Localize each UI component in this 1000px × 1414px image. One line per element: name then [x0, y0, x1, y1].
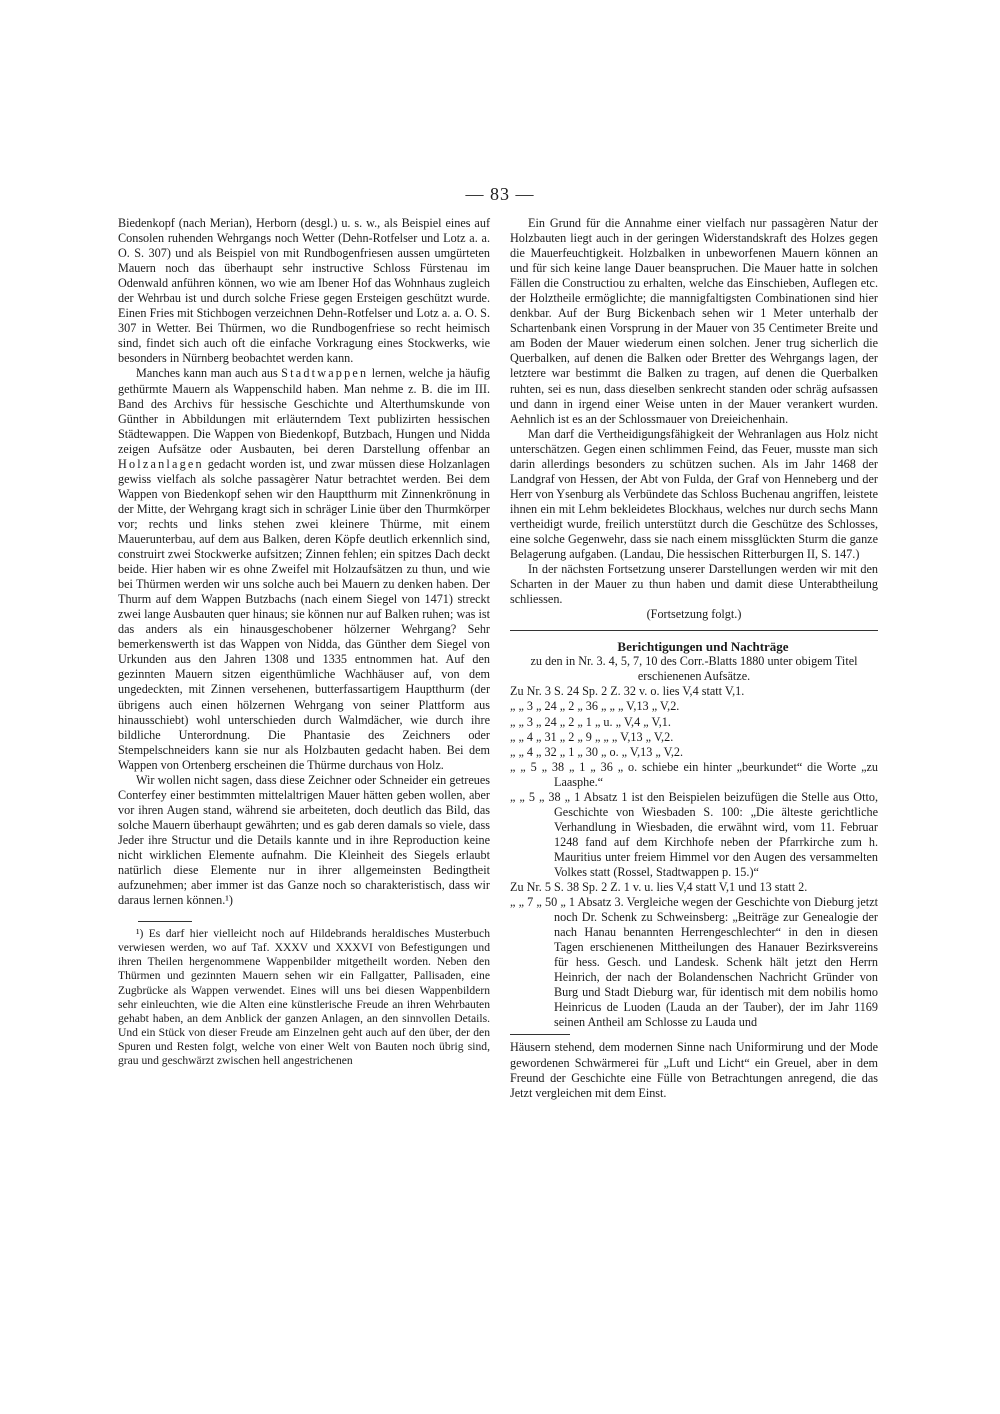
correction-entry: „ „ 7 „ 50 „ 1 Absatz 3. Vergleiche wegen der Geschichte von Dieburg jetzt noch Dr. Schenk zu Schweinsberg: „Beiträge zur Genealogie der nach Hanau benannten Herrengeschlechter“ in den in diesen Tagen erschienenen Mittheilungen des Hanauer Bezirksvereins für hess. Gesch. und Landesk. Schenk hält jetzt den Herrn Heinrich, der nach der Bolandenschen Nachricht Gründer von Burg und Stadt Dieburg war, für identisch mit dem nobilis homo Heinricus de Luoden (Lauda an der Tauber), der im Jahr 1169 seinen Antheil am Schlosse zu Lauda und	[510, 895, 878, 1030]
correction-entry: „ „ 4 „ 32 „ 1 „ 30 „ o. „ V,13 „ V,2.	[510, 744, 684, 759]
correction-entry: Zu Nr. 3 S. 24 Sp. 2 Z. 32 v. o. lies V,4 statt V,1.	[510, 684, 745, 699]
correction-entry: „ „ 5 „ 38 „ 1 „ 36 „ o. schiebe ein hinter „beurkundet“ die Worte „zu Laasphe.“	[510, 759, 878, 789]
footnote-divider	[510, 1034, 570, 1035]
spaced-term-stadtwappen: Stadtwappen	[281, 366, 369, 381]
correction-entry: „ „ 3 „ 24 „ 2 „ 1 „ u. „ V,4 „ V,1.	[510, 714, 671, 729]
correction-entry: „ „ 4 „ 31 „ 2 „ 9 „ „ „ V,13 „ V,2.	[510, 729, 674, 744]
footnote: ¹) Es darf hier vielleicht noch auf Hildebrands heraldisches Musterbuch verwiesen werden, wo auf Taf. XXXV und XXXVI von Befestigungen und ihren Theilen hergenommene Wappenbilder mitgetheilt worden. Neben den Thürmen und gezinnten Mauern sehen wir ein Fallgatter, Pallisaden, eine Zugbrücke als Wappen verwendet. Eines will uns bei diesen Wappenbildern sehr einleuchten, wie die Alten eine künstlerische Freude an ihren Wehrbauten gehabt haben, an dem Anblick der ganzen Anlagen, an den sinnvollen Details. Und ein Stück von dieser Freude am Einzelnen geht auch auf den über, der den Spuren und Resten folgt, welche von einer Welt von Bauten noch übrig sind, grau und geschwärzt zwischen hell angestrichenen	[118, 921, 490, 1068]
correction-entry: „ „ 3 „ 24 „ 2 „ 36 „ „ „ V,13 „ V,2.	[510, 699, 680, 714]
left-paragraph-3: Wir wollen nicht sagen, dass diese Zeichner oder Schneider ein getreues Conterfey einer bestimmten mittelaltrigen Mauer hätten geben wollen, aber vor ihren Augen stand, während sie arbeiteten, doch deutlich das Bild, das solche Mauern überhaupt gewährten; und es gab deren damals so viele, dass Jeder ihre Structur und die Details kannte und in ihre Reproduction keine nicht wirklichen Elemente aufnahm. Die Kleinheit des Siegels erlaubt natürlich diese Elemente nur in ihrer allgemeinsten Bedingtheit aufzunehmen; aber immer ist das Ganze noch so charakteristisch, dass wir daraus lernen können.¹)	[118, 772, 490, 908]
footnote-continuation: Häusern stehend, dem modernen Sinne nach Uniformirung und der Mode gewordenen Schwärmerei für „Luft und Licht“ ein Greuel, aber in dem Freund der Geschichte eine Fülle von Betrachtungen anregend, die das Jetzt vergleichen mit dem Einst.	[510, 1040, 878, 1100]
corrections-subheading: zu den in Nr. 3. 4, 5, 7, 10 des Corr.-Blatts 1880 unter obigem Titel erschienenen Aufsätze.	[530, 654, 858, 684]
left-paragraph-2: Manches kann man auch aus Stadtwappen lernen, welche ja häufig gethürmte Mauern als Wappenschild haben. Man nehme z. B. die im III. Band des Archivs für hessische Geschichte und Alterthumskunde von Günther in Abbildungen mit erläuterndem Text publizirten hessischen Städtewappen. Die Wappen von Biedenkopf, Butzbach, Hungen und Nidda zeigen Aufsätze oder Ausbauten, bei deren Darstellung offenbar an Holzanlagen gedacht worden ist, und zwar müssen diese Holzanlagen gewiss vielfach als solche passagèrer Natur betrachtet werden. Bei dem Wappen von Biedenkopf sehen wir den Hauptthurm mit Zinnenkrönung in der Mitte, der Wehrgang kragt sich in schräger Linie über den Thurmkörper vor; rechts und links stehen zwei kleinere Thürme, mit einem Mauerunterbau, auf dem aus Balken, deren Köpfe deutlich erkennlich sind, construirt zwei Stockwerke aufsitzen; Zinnen fehlen; ein spitzes Dach deckt beide. Hier haben wir es ohne Zweifel mit Holzaufsätzen zu thun, und wie bei Thürmen werden wir uns solche auch bei Mauern zu denken haben. Der Thurm auf dem Wappen Butzbachs (nach einem Siegel von 1471) streckt zwei lange Ausbauten quer hinaus; sie können nur auf Balken ruhen; was ist das anders als ein hinausgeschobener hölzerner Wehrgang? Sehr bemerkenswerth ist das Wappen von Nidda, das Günther dem Siegel von Urkunden aus den Jahren 1308 und 1335 entnommen hat. Auf den gezinnten Mauern sitzen eigenthümliche Wachhäuser auf, von dem ungedeckten, mit Zinnen versehenen, butterfassartigem Hauptthurm (der übrigens auch einen hölzernen Wehrgang von seiner Plattform aus hinausschiebt) wohl unterschieden durch Walmdächer, wie durch ihre bildliche Unterordnung. Die Phantasie des Zeichners oder Stempelschneiders kann sie nur als Holzbauten gedacht haben. Bei dem Wappen von Ortenberg erscheinen die Thürme durchaus von Holz.	[118, 366, 490, 772]
left-column	[118, 216, 490, 1068]
right-paragraph-2: Man darf die Vertheidigungsfähigkeit der Wehranlagen aus Holz nicht unterschätzen. Gegen einen schlimmen Feind, das Feuer, musste man sich darin allerdings besonders zu schützen suchen. Als im Jahr 1468 der Landgraf von Hessen, der Abt von Fulda, der Graf von Henneberg und der Herr von Ysenburg als Verbündete das Schloss Buchenau angriffen, leistete ihnen ein mit Lehm bekleidetes Blockhaus, welches nur durch sechs Mann vertheidigt wurde, freilich unterstützt durch die Geschütze des Schlosses, eine solche Gegenwehr, dass sie nach einem missglückten Sturm die ganze Belagerung aufgaben. (Landau, Die hessischen Ritterburgen II, S. 147.)	[510, 426, 878, 562]
correction-entry: Zu Nr. 5 S. 38 Sp. 2 Z. 1 v. u. lies V,4 statt V,1 und 13 statt 2.	[510, 880, 808, 895]
right-paragraph-1: Ein Grund für die Annahme einer vielfach nur passagèren Natur der Holzbauten liegt auch in der geringen Widerstandskraft des Holzes gegen die Mauerfeuchtigkeit. Holzbalken in unbeworfenen Mauern können an und für sich keine lange Dauer beanspruchen. Die Mauer hatte in solchen Fällen die Constructiou zu erhalten, welche das Einschieben, Auflegen etc. der Holztheile ermöglichte; die mannigfaltigsten Combinationen sind hier denkbar. Auf der Burg Bickenbach sehen wir 1 Meter unterhalb der Schartenbank einen Vorsprung in der Mauer von 35 Centimeter Breite und am Boden der Mauer wiederum einen solchen. Jener trug sicherlich die Querbalken, auf denen die Balken oder Bretter des Wehrgangs lagen, der letztere war bestimmt die Balken zu tragen, auf denen die Querbalken ruhten, sei es nun, dass dieselben senkrecht standen oder schräg aufsassen und dann in irgend einer Weise unten in der Mauer verankert wurden. Aehnlich ist es an der Schlossmauer von Dreieichenhain.	[510, 216, 878, 426]
continued-note: (Fortsetzung folgt.)	[646, 607, 742, 622]
page-number: — 83 —	[465, 184, 535, 204]
corrections-list	[510, 684, 878, 1030]
section-divider	[510, 630, 878, 631]
left-paragraph-1: Biedenkopf (nach Merian), Herborn (desgl.) u. s. w., als Beispiel eines auf Consolen ruhenden Wehrgangs noch Wetter (Dehn-Rotfelser und Lotz a. a. O. S. 307) und als Beispiel von mit Rundbogenfriesen aussen umgürteten Mauern noch das überhaupt sehr instructive Schloss Fürstenau im Odenwald anführen können, wo wie am Ibener Hof das Wohnhaus zugleich der Wehrbau ist und durch solche Friese gegen Ersteigen geschützt wurde. Einen Fries mit Stichbogen verzeichnen Dehn-Rotfelser und Lotz a. a. O. S. 307 in Wetter. Bei Thürmen, wo die Rundbogenfriese so recht heimisch sind, findet sich auch oft die einfache Vorkragung eines Stockwerks, wie besonders in Nürnberg beobachtet werden kann.	[118, 216, 490, 366]
corrections-heading: Berichtigungen und Nachträge	[617, 639, 789, 655]
right-column	[510, 216, 878, 1101]
correction-entry: „ „ 5 „ 38 „ 1 Absatz 1 ist den Beispielen beizufügen die Stelle aus Otto, Geschichte von Wiesbaden S. 100: „Die älteste gerichtliche Verhandlung in Wiesbaden, die erwähnt wird, vom 11. Februar 1248 fand auf dem Kirchhofe neben der Pfarrkirche zum h. Mauritius unter freiem Himmel vor den Augen des versammelten Volkes statt (Rossel, Stadtwappen p. 15.)“	[510, 789, 878, 879]
right-paragraph-3: In der nächsten Fortsetzung unserer Darstellungen werden wir mit den Scharten in der Mauer zu thun haben und damit diese Unterabtheilung schliessen.	[510, 562, 878, 607]
spaced-term-holzanlagen: Holzanlagen	[118, 456, 204, 471]
